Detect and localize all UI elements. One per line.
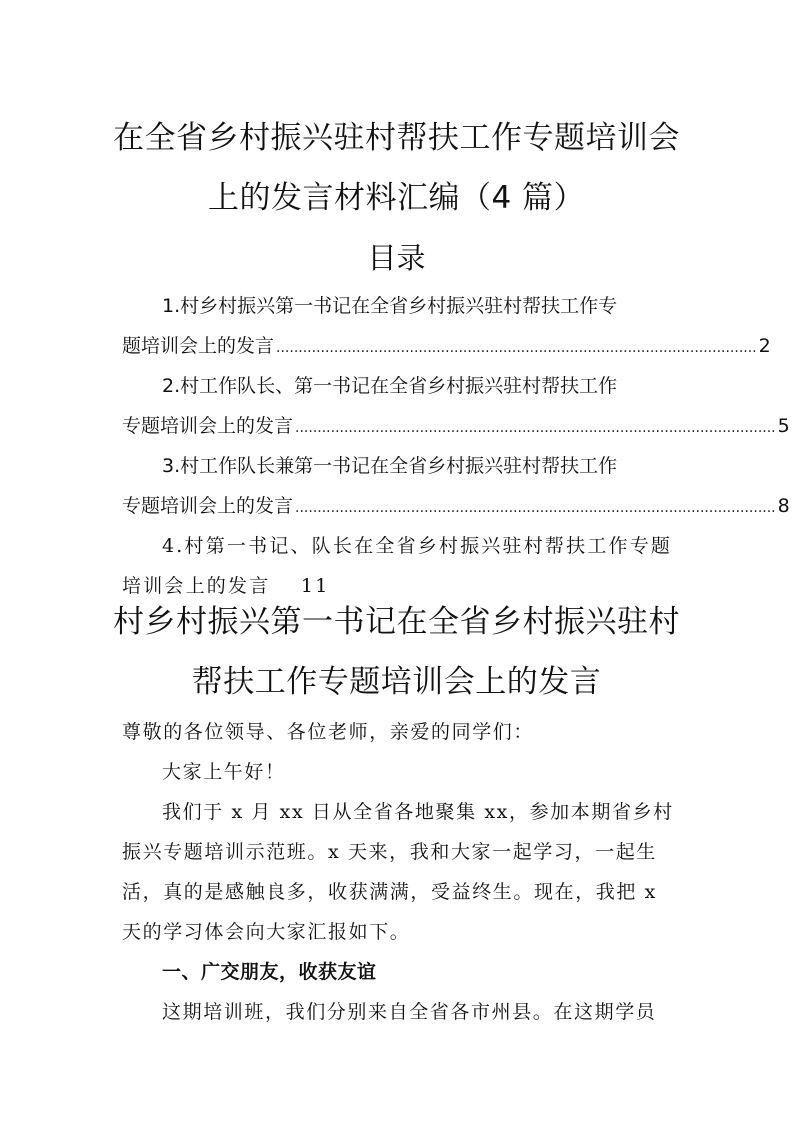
toc-entry-3-line-1[interactable]: 3.村工作队长兼第一书记在全省乡村振兴驻村帮扶工作 — [162, 455, 618, 477]
section-heading-1: 一、广交朋友，收获友谊 — [162, 961, 377, 983]
toc-entry-2-page: 5 — [777, 415, 790, 437]
toc-entry-4-text: 培训会上的发言 — [122, 575, 271, 597]
greeting: 大家上午好！ — [162, 761, 286, 783]
article-title-line-1: 村乡村振兴第一书记在全省乡村振兴驻村 — [113, 604, 680, 640]
paragraph-1-line-2: 振兴专题培训示范班。x 天来，我和大家一起学习，一起生 — [122, 841, 657, 863]
paragraph-1-line-4: 天的学习体会向大家汇报如下。 — [122, 921, 411, 943]
toc-entry-2-line-2[interactable] — [122, 406, 790, 446]
toc-entry-3-line-2[interactable] — [122, 486, 790, 526]
toc-entry-4-line-1[interactable]: 4.村第一书记、队长在全省乡村振兴驻村帮扶工作专题 — [162, 535, 673, 557]
toc-entry-1-line-2[interactable] — [122, 326, 771, 366]
doc-title-line-1: 在全省乡村振兴驻村帮扶工作专题培训会 — [113, 120, 680, 156]
toc-entry-3-leader: ............................................................................................................ — [295, 500, 776, 516]
salutation: 尊敬的各位领导、各位老师，亲爱的同学们： — [122, 721, 535, 743]
toc-entry-2-text: 专题培训会上的发言 — [122, 415, 294, 437]
paragraph-2-line-1: 这期培训班，我们分别来自全省各市州县。在这期学员 — [162, 1001, 657, 1023]
paragraph-1-line-3: 活，真的是感触良多，收获满满，受益终生。现在，我把 x — [122, 881, 657, 903]
toc-entry-1-line-1[interactable]: 1.村乡村振兴第一书记在全省乡村振兴驻村帮扶工作专 — [162, 295, 618, 317]
toc-entry-3-page: 8 — [777, 495, 790, 517]
toc-entry-2-leader: ............................................................................................................ — [295, 420, 776, 436]
toc-entry-3-text: 专题培训会上的发言 — [122, 495, 294, 517]
article-title-line-2: 帮扶工作专题培训会上的发言 — [191, 664, 602, 700]
toc-entry-4-page: 11 — [300, 575, 330, 597]
paragraph-1-line-1: 我们于 x 月 xx 日从全省各地聚集 xx，参加本期省乡村 — [162, 801, 674, 823]
toc-entry-1-leader: ............................................................................................................ — [276, 340, 757, 356]
doc-title-line-2: 上的发言材料汇编（4 篇） — [207, 180, 586, 216]
toc-entry-2-line-1[interactable]: 2.村工作队长、第一书记在全省乡村振兴驻村帮扶工作 — [162, 375, 618, 397]
toc-entry-1-text: 题培训会上的发言 — [122, 335, 275, 357]
toc-heading: 目录 — [367, 241, 426, 275]
toc-entry-1-page: 2 — [758, 335, 771, 357]
